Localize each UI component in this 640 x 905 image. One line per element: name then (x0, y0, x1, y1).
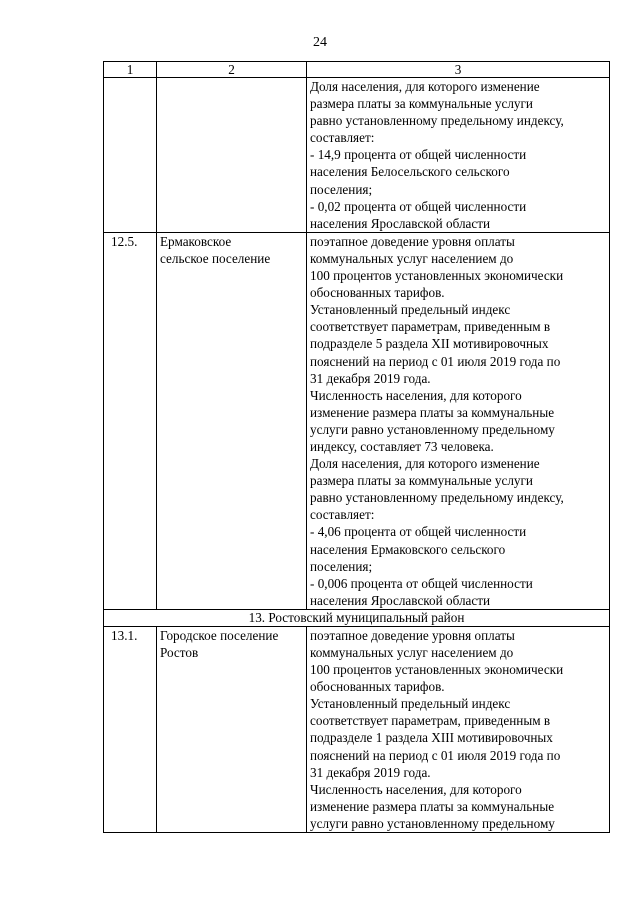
text-line: равно установленному предельному индексу, (310, 113, 564, 129)
row-number (104, 78, 157, 233)
text-line: соответствует параметрам, приведенным в (310, 319, 551, 335)
text-line: индексу, составляет 73 человека. (310, 438, 494, 454)
row-name (157, 232, 307, 609)
text-line: подразделе 1 раздела XIII мотивировочных (310, 730, 553, 746)
text-line: составляет: (310, 507, 375, 523)
text-line: равно установленному предельному индексу, (310, 490, 564, 506)
text-line: Ермаковское (160, 233, 232, 249)
table-row (104, 78, 610, 233)
text-line: пояснений на период с 01 июля 2019 года по (310, 353, 561, 369)
text-line: Доля населения, для которого изменение (310, 79, 540, 94)
text-line: 31 декабря 2019 года. (310, 764, 431, 780)
text-line: изменение размера платы за коммунальные (310, 798, 555, 814)
text-line: пояснений на период с 01 июля 2019 года по (310, 747, 561, 763)
text-line: 100 процентов установленных экономически (310, 662, 564, 678)
text-line: поэтапное доведение уровня оплаты (310, 233, 515, 249)
text-line: населения Белосельского сельского (310, 164, 510, 180)
text-line: Численность населения, для которого (310, 781, 522, 797)
text-line: - 0,02 процента от общей численности (310, 198, 527, 214)
text-line: населения Ярославской области (310, 215, 491, 231)
text-line: составляет: (310, 130, 375, 146)
page-number: 24 (313, 35, 327, 50)
tariff-table (103, 61, 610, 833)
table-row (104, 626, 610, 832)
row-name (157, 78, 307, 233)
text-line: коммунальных услуг населением до (310, 250, 514, 266)
text-line: Ростов (160, 645, 199, 660)
text-line: размера платы за коммунальные услуги (310, 473, 533, 489)
text-line: подразделе 5 раздела XII мотивировочных (310, 336, 549, 352)
row-name (157, 626, 307, 832)
text-line: услуги равно установленному предельному (310, 421, 555, 437)
row-description (307, 78, 610, 233)
text-line: коммунальных услуг населением до (310, 645, 514, 660)
text-line: Установленный предельный индекс (310, 302, 511, 318)
text-line: поселения; (310, 181, 373, 197)
text-line: размера платы за коммунальные услуги (310, 96, 533, 112)
text-line: Установленный предельный индекс (310, 696, 511, 712)
table-header-row (104, 62, 610, 78)
text-line: Городское поселение (160, 627, 279, 643)
text-line: сельское поселение (160, 250, 271, 266)
text-line: обоснованных тарифов. (310, 285, 445, 301)
header-col-1: 1 (104, 62, 157, 78)
row-description (307, 232, 610, 609)
row-description (307, 626, 610, 832)
text-line: 31 декабря 2019 года. (310, 370, 431, 386)
table-row (104, 232, 610, 609)
section-title: 13. Ростовский муниципальный район (104, 609, 610, 626)
text-line: соответствует параметрам, приведенным в (310, 713, 551, 729)
text-line: услуги равно установленному предельному (310, 815, 555, 831)
text-line: поселения; (310, 558, 373, 574)
header-col-2: 2 (157, 62, 307, 78)
header-col-3: 3 (307, 62, 610, 78)
section-row (104, 609, 610, 626)
text-line: населения Ярославской области (310, 592, 491, 608)
text-line: обоснованных тарифов. (310, 679, 445, 695)
row-number: 13.1. (104, 626, 157, 832)
text-line: - 4,06 процента от общей численности (310, 524, 527, 540)
text-line: - 14,9 процента от общей численности (310, 147, 527, 163)
row-number: 12.5. (104, 232, 157, 609)
text-line: поэтапное доведение уровня оплаты (310, 627, 515, 643)
text-line: - 0,006 процента от общей численности (310, 575, 533, 591)
text-line: Доля населения, для которого изменение (310, 456, 540, 472)
text-line: населения Ермаковского сельского (310, 541, 506, 557)
text-line: Численность населения, для которого (310, 387, 522, 403)
text-line: 100 процентов установленных экономически (310, 268, 564, 284)
text-line: изменение размера платы за коммунальные (310, 404, 555, 420)
